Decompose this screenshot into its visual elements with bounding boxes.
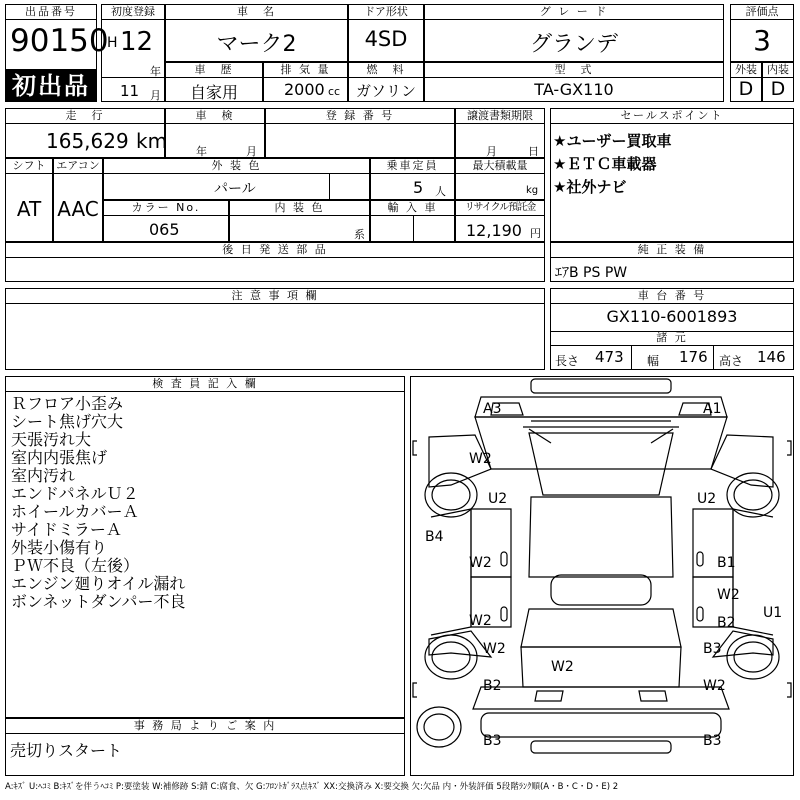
mark-b2-right-rear-door: B2 <box>717 615 736 631</box>
exterior-grade: D <box>738 78 754 100</box>
recycle-amount: 12,190 <box>466 221 522 240</box>
score-cell <box>730 4 794 62</box>
note-line-9: 外装小傷有り <box>11 538 108 557</box>
fuel-label: 燃 料 <box>349 63 423 78</box>
reg-number-cell <box>265 108 455 158</box>
color-no: 065 <box>149 220 180 239</box>
grade-label: グ レ ー ド <box>425 5 723 20</box>
office-info-label: 事 務 局 よ り ご 案 内 <box>6 719 404 734</box>
lot-number: 90150 <box>10 23 109 59</box>
mileage-label: 走 行 <box>6 109 164 124</box>
inspection-year-unit: 年 <box>196 145 207 158</box>
first-registration-cell <box>101 4 165 102</box>
color: パール <box>214 181 256 197</box>
inspector-notes-cell <box>5 376 405 718</box>
first-listing-badge <box>5 70 97 102</box>
lot-number-cell <box>5 4 109 70</box>
width: 176 <box>679 348 708 366</box>
mark-b1-right-front-door: B1 <box>717 555 736 571</box>
reg-year: 12 <box>120 27 154 57</box>
max-load-label: 最大積載量 <box>456 159 544 174</box>
note-line-6: エンドパネルＵ２ <box>11 484 139 503</box>
reg-year-unit: 年 <box>150 65 161 78</box>
car-diagram-cell <box>410 376 794 776</box>
length-label: 長さ <box>555 354 580 368</box>
mark-b3-rear-right: B3 <box>703 733 722 749</box>
reg-era: H <box>107 35 118 51</box>
shift-label: シフト <box>6 159 52 174</box>
car-name: マーク2 <box>216 32 297 57</box>
equipment-cell <box>550 242 794 282</box>
ac-label: エアコン <box>54 159 102 174</box>
car-diagram <box>411 377 793 775</box>
dimensions-label: 諸 元 <box>551 331 793 346</box>
transfer-month-unit: 月 <box>486 145 497 158</box>
equipment: ｴｱB PS PW <box>555 265 628 281</box>
mark-w2-right-rear: W2 <box>703 678 726 694</box>
max-load-unit: kg <box>526 185 539 196</box>
mark-u1-right: U1 <box>763 605 783 621</box>
capacity: 5 <box>413 178 424 197</box>
note-line-10: ＰＷ不良（左後） <box>11 556 140 575</box>
door-cell <box>348 4 424 62</box>
reg-number-label: 登 録 番 号 <box>266 109 454 124</box>
caution-label: 注 意 事 項 欄 <box>6 289 544 304</box>
model-cell <box>424 62 724 102</box>
note-line-12: ボンネットダンパー不良 <box>11 592 186 611</box>
first-listing-text: 初出品 <box>12 72 90 100</box>
mileage: 165,629 <box>46 129 129 153</box>
note-line-11: エンジン廻りオイル漏れ <box>11 574 186 593</box>
transfer-deadline-label: 譲渡書類期限 <box>456 109 544 124</box>
note-line-4: 室内内張焦げ <box>11 448 108 467</box>
mark-u2-right: U2 <box>697 491 717 507</box>
color-cell <box>103 158 370 200</box>
inspection-cell <box>165 108 265 158</box>
sales-points-label: セールスポイント <box>551 109 793 124</box>
note-line-8: サイドミラーＡ <box>11 520 122 539</box>
mark-b3-right-rear: B3 <box>703 641 722 657</box>
mark-w2-front-left-fender: W2 <box>469 451 492 467</box>
interior-grade: D <box>770 78 786 100</box>
later-parts-label: 後 日 発 送 部 品 <box>6 243 544 258</box>
displacement: 2000 <box>284 80 325 99</box>
exterior-grade-label: 外装 <box>731 63 761 78</box>
caution-cell <box>5 288 545 370</box>
door-label: ドア形状 <box>349 5 423 20</box>
model-label: 型 式 <box>425 63 723 78</box>
transfer-day-unit: 日 <box>528 145 539 158</box>
grade: グランデ <box>529 32 618 57</box>
displacement-label: 排 気 量 <box>264 63 347 78</box>
mark-w2-left-rear-door: W2 <box>469 613 492 629</box>
sales-point-3: ★社外ナビ <box>553 178 627 196</box>
interior-color-cell <box>229 200 370 242</box>
recycle-label: リサイクル預託金 <box>456 201 544 216</box>
interior-grade-cell <box>762 62 794 102</box>
chassis-number: GX110-6001893 <box>606 307 738 326</box>
model-code: TA-GX110 <box>534 80 614 99</box>
ac: AAC <box>57 197 99 221</box>
sales-point-2: ★ＥＴＣ車載器 <box>553 155 657 173</box>
interior-grade-label: 内装 <box>763 63 793 78</box>
exterior-grade-cell <box>730 62 762 102</box>
color-label: 外 装 色 <box>104 159 369 174</box>
chassis-label: 車 台 番 号 <box>551 289 793 304</box>
color-no-label: カラー No. <box>104 201 228 216</box>
history: 自家用 <box>189 83 238 102</box>
height: 146 <box>757 348 786 366</box>
inspection-month-unit: 月 <box>246 145 257 158</box>
fuel: ガソリン <box>355 82 416 100</box>
grade-cell <box>424 4 724 62</box>
car-name-cell <box>165 4 348 62</box>
note-line-2: シート焦げ穴大 <box>11 412 124 431</box>
later-parts-cell <box>5 242 545 282</box>
mark-b4-left: B4 <box>425 529 444 545</box>
recycle-unit: 円 <box>530 227 541 240</box>
office-info-cell <box>5 718 405 776</box>
history-label: 車 歴 <box>166 63 262 78</box>
shift-cell <box>5 158 53 242</box>
score: 3 <box>753 24 771 57</box>
reg-month: 11 <box>120 82 140 100</box>
mark-a3-front-left: A3 <box>483 401 502 417</box>
ac-cell <box>53 158 103 242</box>
mark-a1-front-right: A1 <box>703 401 722 417</box>
height-label: 高さ <box>719 354 744 368</box>
equipment-label: 純 正 装 備 <box>551 243 793 258</box>
sales-point-1: ★ユーザー買取車 <box>553 132 672 150</box>
note-line-1: Ｒフロア小歪み <box>11 394 124 413</box>
legend-footer: A:ｷｽﾞ U:ﾍｺﾐ B:ｷｽﾞを伴うﾍｺﾐ P:要塗装 W:補修跡 S:錆 C:腐食、欠 G:ﾌﾛﾝﾄｶﾞﾗｽ点ｷｽﾞ XX:交換済み X:要交換 欠:欠品 内・外装評価 5段階ﾗﾝｸ順(A・B・C・D・E) 2 <box>5 782 619 792</box>
inspector-notes-label: 検 査 員 記 入 欄 <box>6 377 404 392</box>
interior-color-unit: 系 <box>354 228 365 241</box>
office-info-text: 売切りスタート <box>10 741 123 760</box>
score-label: 評価点 <box>731 5 793 20</box>
displacement-cell <box>263 62 348 102</box>
mileage-cell <box>5 108 168 158</box>
first-registration-label: 初度登録 <box>102 5 164 20</box>
mark-u2-left: U2 <box>488 491 508 507</box>
mark-w2-left-rear-fender: W2 <box>483 641 506 657</box>
inspection-label: 車 検 <box>166 109 264 124</box>
mark-w2-trunk: W2 <box>551 659 574 675</box>
capacity-cell <box>370 158 455 200</box>
lot-number-label: 出品番号 <box>6 5 96 20</box>
fuel-cell <box>348 62 424 102</box>
import-cell <box>370 200 455 242</box>
chassis-cell <box>550 288 794 370</box>
mark-w2-right-door: W2 <box>717 587 740 603</box>
note-line-5: 室内汚れ <box>11 466 76 485</box>
import-label: 輸 入 車 <box>371 201 454 216</box>
car-name-label: 車 名 <box>166 5 347 20</box>
door-type: 4SD <box>364 27 408 51</box>
length: 473 <box>595 348 624 366</box>
mark-b3-rear-left: B3 <box>483 733 502 749</box>
interior-color-label: 内 装 色 <box>230 201 369 216</box>
max-load-cell <box>455 158 545 200</box>
reg-month-unit: 月 <box>150 89 161 102</box>
history-cell <box>165 62 263 102</box>
note-line-3: 天張汚れ大 <box>11 430 92 449</box>
width-label: 幅 <box>647 354 660 368</box>
capacity-unit: 人 <box>435 185 446 198</box>
inspector-notes-list <box>11 395 186 611</box>
shift: AT <box>16 197 42 221</box>
mark-w2-left-front-door: W2 <box>469 555 492 571</box>
capacity-label: 乗車定員 <box>371 159 454 174</box>
mark-b2-left-rear: B2 <box>483 678 502 694</box>
sales-points-cell <box>550 108 794 242</box>
note-line-7: ホイールカバーＡ <box>11 502 139 521</box>
color-no-cell <box>103 200 229 242</box>
mileage-unit: km <box>136 129 168 153</box>
transfer-deadline-cell <box>455 108 545 158</box>
displacement-unit: cc <box>328 85 341 98</box>
recycle-cell <box>455 200 545 242</box>
